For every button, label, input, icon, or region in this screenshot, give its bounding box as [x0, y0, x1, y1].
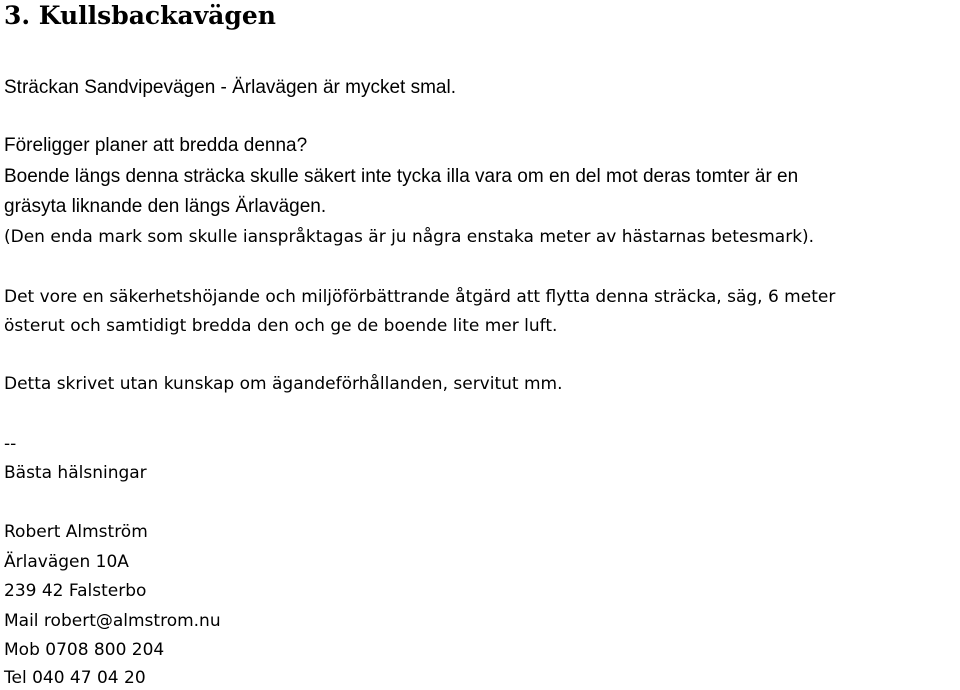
paragraph-pasture-line: (Den enda mark som skulle ianspråktagas är ju några enstaka meter av hästarnas betesmark). — [4, 227, 815, 247]
paragraph-proposal-line-1: Det vore en säkerhetshöjande och miljöförbättrande åtgärd att flytta denna sträcka, säg, 6 meter — [4, 287, 836, 307]
section-heading: 3. Kullsbackavägen — [4, 1, 276, 30]
paragraph-question-line: Föreligger planer att bredda denna? — [4, 135, 308, 156]
paragraph-residents-line: Boende längs denna sträcka skulle säkert inte tycka illa vara om en del mot deras tomter är en — [4, 166, 799, 187]
signature-name: Robert Almström — [4, 522, 148, 542]
signature-postal: 239 42 Falsterbo — [4, 581, 147, 601]
signature-mobile: Mob 0708 800 204 — [4, 640, 165, 660]
paragraph-street-narrow: Sträckan Sandvipevägen - Ärlavägen är mycket smal. — [4, 77, 456, 98]
signature-street: Ärlavägen 10A — [4, 552, 129, 572]
signature-tel: Tel 040 47 04 20 — [4, 668, 146, 688]
paragraph-proposal-line-2: österut och samtidigt bredda den och ge de boende lite mer luft. — [4, 316, 558, 336]
signature-separator: -- — [4, 434, 17, 454]
paragraph-disclaimer: Detta skrivet utan kunskap om ägandeförhållanden, servitut mm. — [4, 374, 563, 394]
signature-mail: Mail robert@almstrom.nu — [4, 611, 221, 631]
paragraph-grass-line: gräsyta liknande den längs Ärlavägen. — [4, 196, 327, 217]
signature-greeting: Bästa hälsningar — [4, 463, 147, 483]
